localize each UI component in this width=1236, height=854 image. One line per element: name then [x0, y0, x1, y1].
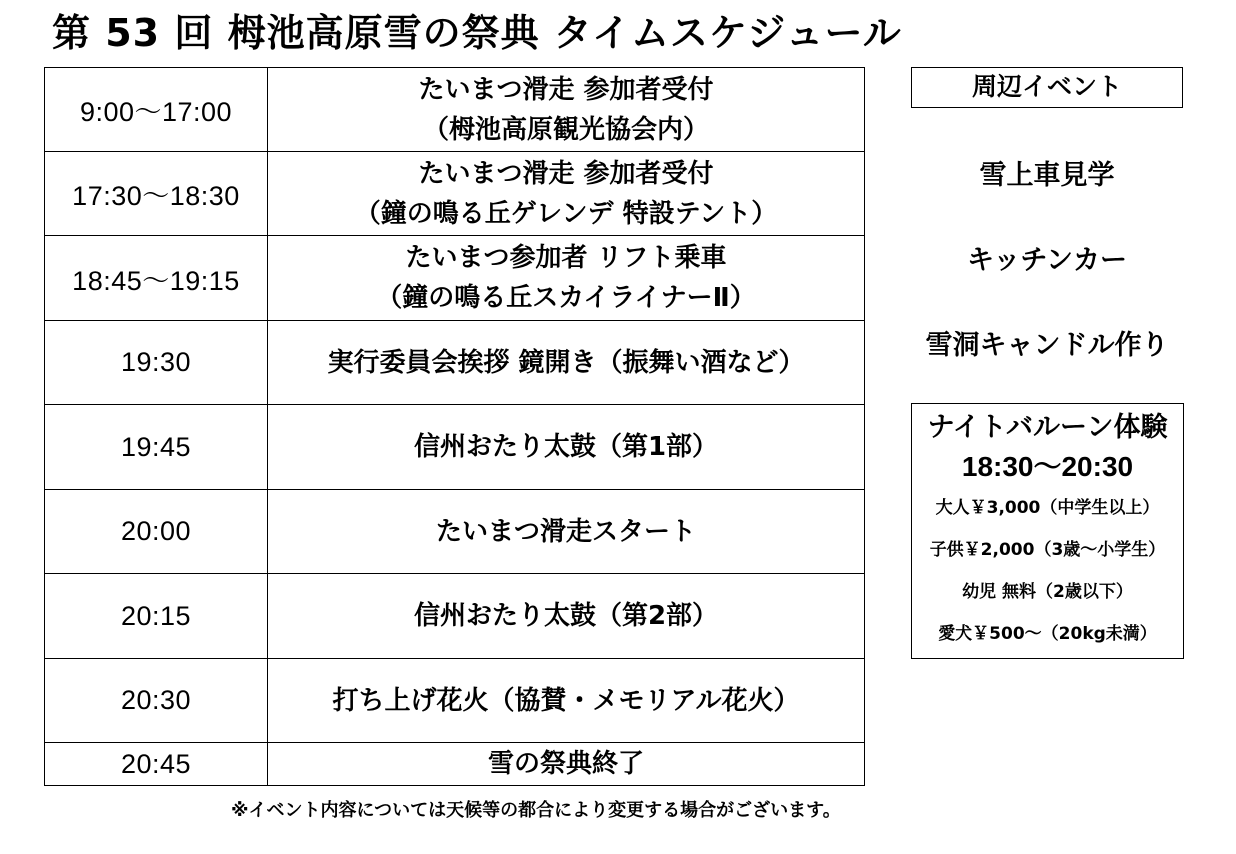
- event-cell: [268, 236, 865, 321]
- event-cell: [268, 68, 865, 152]
- event-line: 信州おたり太鼓（第1部）: [413, 432, 719, 462]
- time-cell: 19:45: [45, 405, 268, 490]
- side-events-header: 周辺イベント: [911, 67, 1183, 108]
- price-adult: 大人￥3,000（中学生以上）: [935, 498, 1160, 518]
- event-line: （鐘の鳴る丘スカイライナーⅡ）: [376, 283, 756, 313]
- price-infant: 幼児 無料（2歳以下）: [962, 582, 1133, 602]
- side-event-snowcat: 雪上車見学: [979, 160, 1115, 191]
- event-line: （鐘の鳴る丘ゲレンデ 特設テント）: [354, 198, 778, 229]
- event-line: 信州おたり太鼓（第2部）: [413, 601, 719, 631]
- time-cell: 18:45～19:15: [45, 236, 268, 321]
- event-cell: [268, 490, 865, 574]
- event-line: たいまつ滑走 参加者受付: [418, 158, 714, 189]
- table-row: [45, 321, 865, 405]
- time-cell: 20:30: [45, 659, 268, 743]
- event-cell: [268, 405, 865, 490]
- table-row: [45, 743, 865, 786]
- event-line: 打ち上げ花火（協賛・メモリアル花火）: [332, 685, 800, 716]
- event-cell: [268, 743, 865, 786]
- event-line: 実行委員会挨拶 鏡開き（振舞い酒など）: [327, 347, 805, 378]
- price-child: 子供￥2,000（3歳～小学生）: [929, 540, 1166, 560]
- table-row: [45, 405, 865, 490]
- balloon-time: 18:30～20:30: [961, 451, 1134, 482]
- table-row: [45, 659, 865, 743]
- event-line: 雪の祭典終了: [487, 749, 644, 779]
- event-line: たいまつ滑走 参加者受付: [418, 74, 714, 105]
- footnote: ※イベント内容については天候等の都合により変更する場合がございます。: [231, 800, 841, 821]
- event-line: たいまつ滑走スタート: [435, 516, 696, 547]
- table-row: [45, 574, 865, 659]
- event-cell: [268, 321, 865, 405]
- time-cell: 20:45: [45, 743, 268, 786]
- table-row: [45, 68, 865, 152]
- table-row: [45, 236, 865, 321]
- balloon-box: [911, 403, 1184, 659]
- time-cell: 20:15: [45, 574, 268, 659]
- event-cell: [268, 659, 865, 743]
- balloon-title: ナイトバルーン体験: [927, 412, 1168, 443]
- time-cell: 9:00～17:00: [45, 68, 268, 152]
- event-cell: [268, 152, 865, 236]
- time-cell: 20:00: [45, 490, 268, 574]
- event-line: たいまつ参加者 リフト乗車: [405, 243, 727, 273]
- page-title: 第 53 回 栂池高原雪の祭典 タイムスケジュール: [52, 11, 902, 55]
- table-row: [45, 152, 865, 236]
- side-event-candle: 雪洞キャンドル作り: [925, 330, 1169, 361]
- price-dog: 愛犬￥500～（20kg未満）: [938, 624, 1157, 644]
- event-line: （栂池高原観光協会内）: [422, 114, 709, 145]
- table-row: [45, 490, 865, 574]
- time-cell: 17:30～18:30: [45, 152, 268, 236]
- time-cell: 19:30: [45, 321, 268, 405]
- side-event-kitchen-car: キッチンカー: [966, 245, 1128, 276]
- schedule-table: [44, 67, 865, 786]
- event-cell: [268, 574, 865, 659]
